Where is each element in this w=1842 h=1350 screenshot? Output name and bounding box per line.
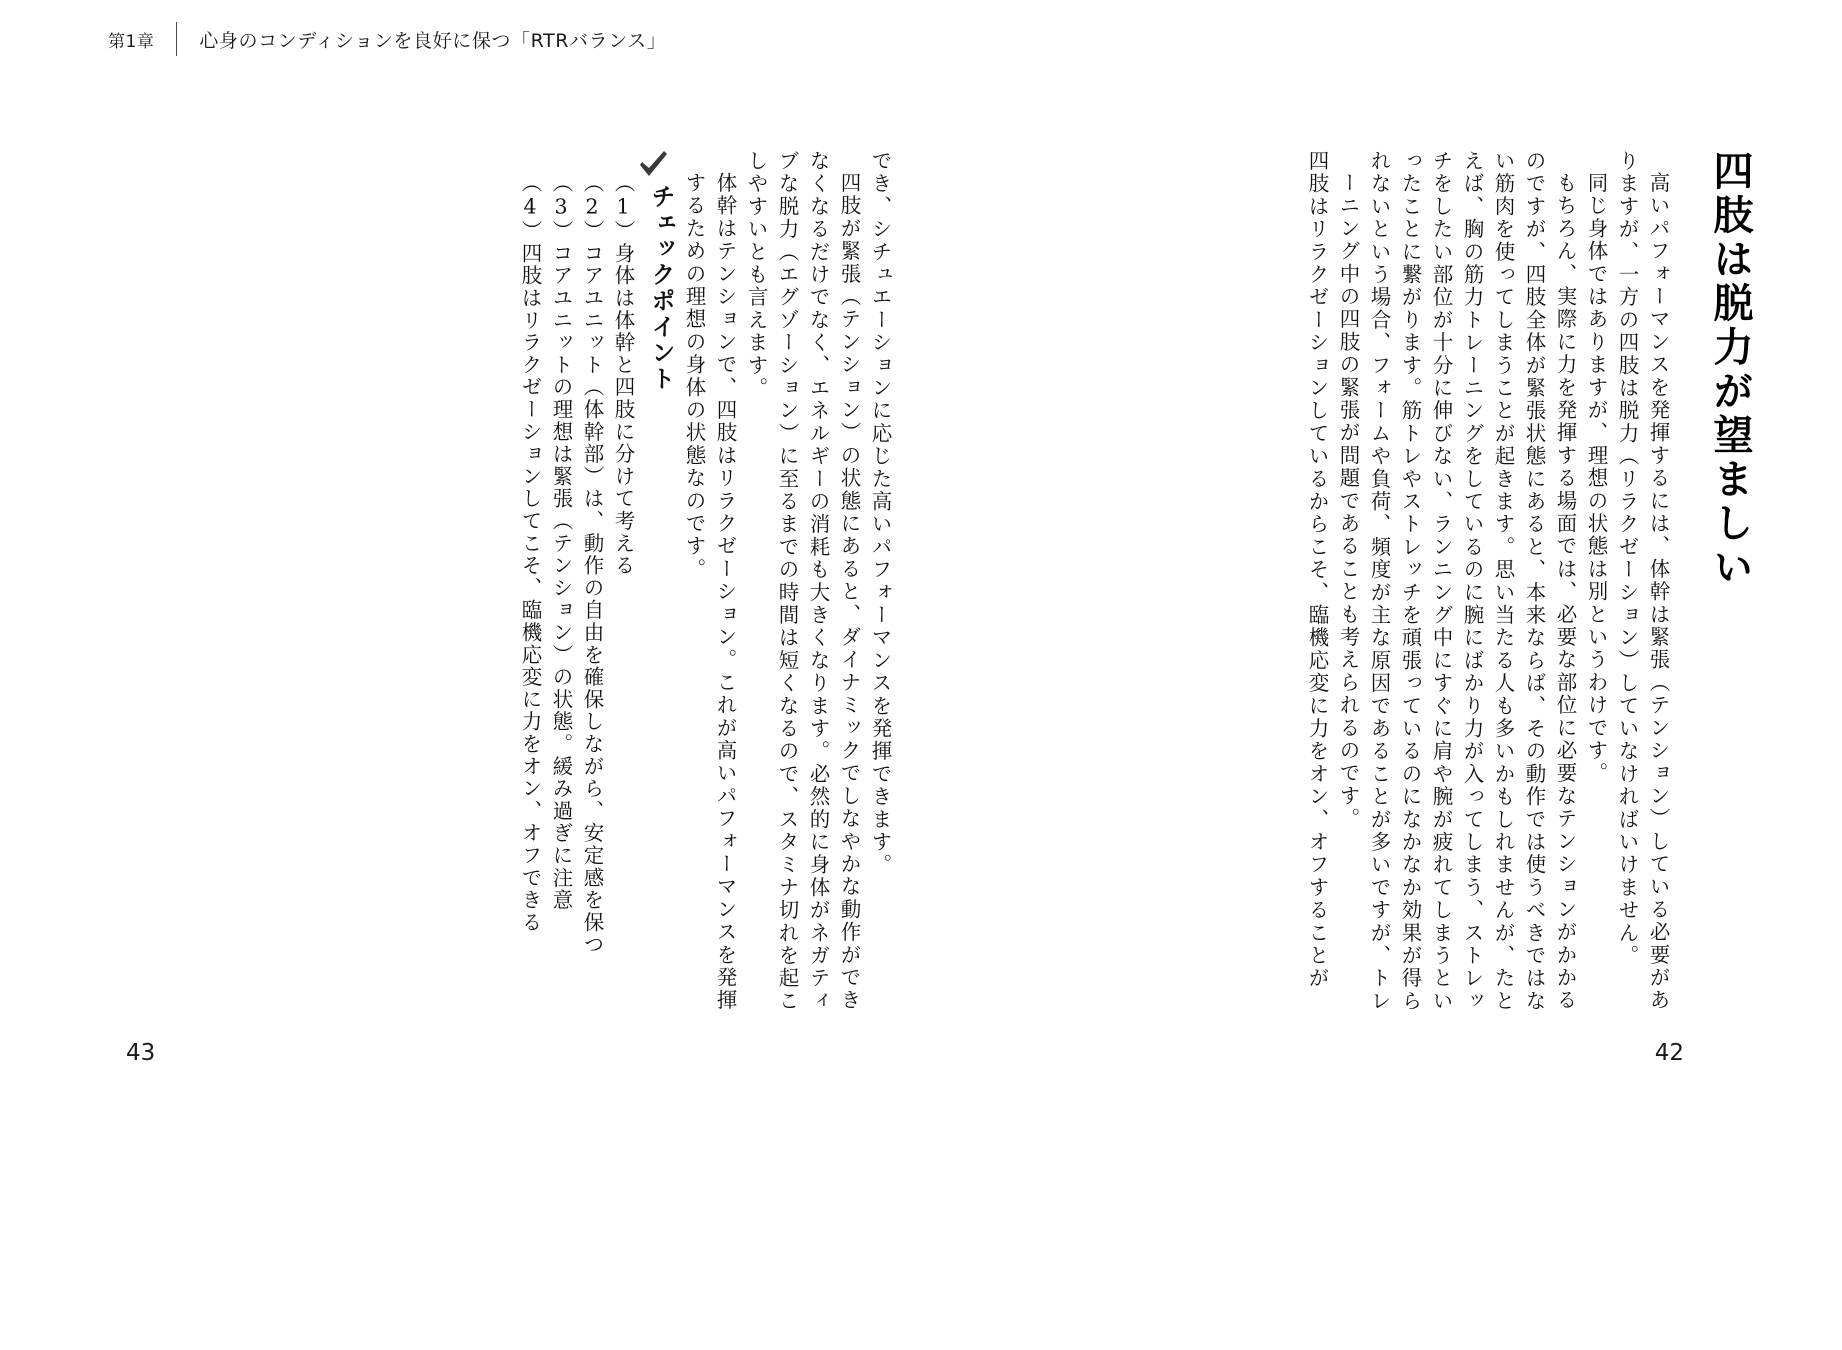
page-left <box>60 150 890 1110</box>
body-column: チをしたい部位が十分に伸びない、ランニング中にすぐに肩や腕が疲れてしまうとい <box>1429 150 1453 1013</box>
checkpoint-list-item: （4）四肢はリラクゼーションしてこそ、臨機応変に力をオン、オフできる <box>518 172 542 934</box>
checkpoint-title: チェックポイント <box>647 184 675 392</box>
checkpoint-list-item: （1）身体は体幹と四肢に分けて考える <box>611 172 635 577</box>
body-column: れないという場合、フォームや負荷、頻度が主な原因であることが多いですが、トレ <box>1367 150 1391 1013</box>
body-column: 四肢が緊張（テンション）の状態にあると、ダイナミックでしなやかな動作ができ <box>837 172 861 1012</box>
page-number-left: 43 <box>126 1040 156 1066</box>
check-mark-icon <box>638 150 668 178</box>
left-page-text-block <box>509 150 890 1110</box>
page-right <box>920 150 1753 1110</box>
body-column: りますが、一方の四肢は脱力（リラクゼーション）していなければいけません。 <box>1615 150 1639 968</box>
body-column: もちろん、実際に力を発揮する場面では、必要な部位に必要なテンションがかかる <box>1553 172 1577 1012</box>
body-column: ブな脱力（エグゾーション）に至るまでの時間は短くなるので、スタミナ切れを起こ <box>775 150 799 1013</box>
page-number-right: 42 <box>1654 1040 1684 1066</box>
body-column: するための理想の身体の状態なのです。 <box>682 172 706 581</box>
body-column: 同じ身体ではありますが、理想の状態は別というわけです。 <box>1584 172 1608 785</box>
body-column: 高いパフォーマンスを発揮するには、体幹は緊張（テンション）している必要があ <box>1646 172 1670 1012</box>
body-column: 体幹はテンションで、四肢はリラクゼーション。これが高いパフォーマンスを発揮 <box>713 172 737 1012</box>
running-head <box>108 22 667 56</box>
section-heading: 四肢は脱力が望ましい <box>1707 150 1753 590</box>
body-column: のですが、四肢全体が緊張状態にあると、本来ならば、その動作では使うべきではな <box>1522 150 1546 1013</box>
checkpoint-heading <box>633 150 673 484</box>
body-column: ーニング中の四肢の緊張が問題であることも考えられるのです。 <box>1336 172 1360 831</box>
chapter-number: 第1章 <box>108 31 155 52</box>
body-column: でき、シチュエーションに応じた高いパフォーマンスを発揮できます。 <box>868 150 892 877</box>
body-column: ったことに繋がります。筋トレやストレッチを頑張っているのになかなか効果が得ら <box>1398 150 1422 1013</box>
checkpoint-list-item: （3）コアユニットの理想は緊張（テンション）の状態。緩み過ぎに注意 <box>549 172 573 912</box>
body-column: しやすいとも言えます。 <box>744 150 768 400</box>
body-column: 四肢はリラクゼーションしているからこそ、臨機応変に力をオン、オフすることが <box>1305 150 1329 990</box>
chapter-title: 心身のコンディションを良好に保つ「RTRバランス」 <box>199 29 667 52</box>
body-column: えば、胸の筋力トレーニングをしているのに腕にばかり力が入ってしまう、ストレッ <box>1460 150 1484 1013</box>
running-head-divider <box>176 22 177 56</box>
body-column: なくなるだけでなく、エネルギーの消耗も大きくなります。必然的に身体がネガティ <box>806 150 830 1013</box>
body-column: い筋肉を使ってしまうことが起きます。思い当たる人も多いかもしれませんが、たと <box>1491 150 1515 1013</box>
checkpoint-list-item: （2）コアユニット（体幹部）は、動作の自由を確保しながら、安定感を保つ <box>580 172 604 956</box>
right-page-text-block <box>1296 150 1753 1110</box>
